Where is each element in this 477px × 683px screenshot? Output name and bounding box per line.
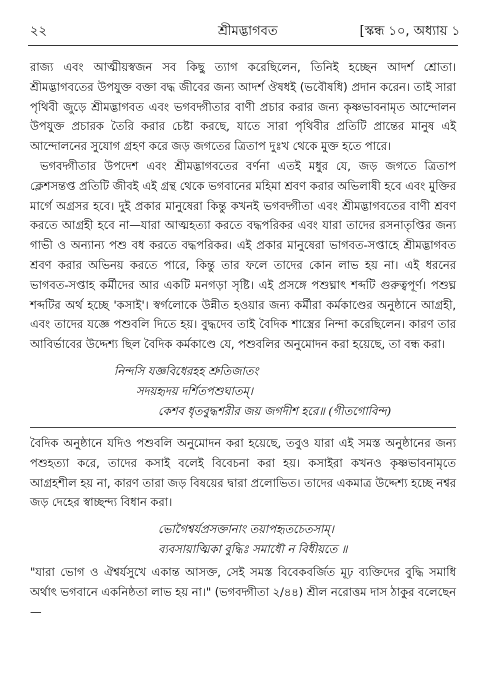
header-rule bbox=[28, 45, 458, 46]
page-number: ২২ bbox=[30, 24, 47, 39]
verse-line: ব্যবসায়াত্মিকা বুদ্ধিঃ সমাধৌ ন বিধীয়তে ॥ bbox=[158, 542, 348, 557]
verse-block bbox=[30, 519, 456, 559]
section-divider bbox=[30, 427, 456, 428]
paragraph: রাজ্য এবং আত্মীয়স্বজন সব কিছু ত্যাগ করেছিলেন, তিনিই হচ্ছেন আদর্শ শ্রোতা। শ্রীমদ্ভাগবতের উপযুক্ত বক্তা বদ্ধ জীবের জন্য আদর্শ ঔষধই (ভবৌষধি) প্রদান করেন। তাই সারা পৃথিবী জুড়ে শ্রীমদ্ভাগবত এবং ভগবদ্গীতার বাণী প্রচার করার জন্য কৃষ্ণভাবনামৃত আন্দোলন উপযুক্ত প্রচারক তৈরি করার চেষ্টা করছে, যাতে সারা পৃথিবীর প্রতিটি প্রান্তের মানুষ এই আন্দোলনের সুযোগ গ্রহণ করে জড় জগতের ত্রিতাপ দুঃখ থেকে মুক্ত হতে পারে। bbox=[30, 60, 456, 154]
chapter-reference: [স্কন্ধ ১০, অধ্যায় ১ bbox=[359, 24, 460, 39]
verse-line: নিন্দসি যজ্ঞবিধেরহহ শ্রুতিজাতং bbox=[114, 363, 259, 378]
paragraph: বৈদিক অনুষ্ঠানে যদিও পশুবলি অনুমোদন করা হয়েছে, তবুও যারা এই সমস্ত অনুষ্ঠানের জন্য পশুহত্যা করে, তাদের কসাই বলেই বিবেচনা করা হয়। কসাইরা কখনও কৃষ্ণভাবনামৃতে আগ্রহশীল হয় না, কারণ তারা জড় বিষয়ের দ্বারা প্রলোভিত। তাদের একমাত্র উদ্দেশ্য হচ্ছে নশ্বর জড় দেহের স্বাচ্ছন্দ্য বিধান করা। bbox=[30, 435, 456, 510]
verse-block bbox=[30, 361, 456, 421]
page-body bbox=[30, 58, 456, 623]
paragraph: "যারা ভোগ ও ঐশ্বর্যসুখে একান্ত আসক্ত, সেই সমস্ত বিবেকবর্জিত মূঢ় ব্যক্তিদের বুদ্ধি সমাধি অর্থাৎ ভগবানে একনিষ্ঠতা লাভ হয় না।" (ভগবদ্গীতা ২/৪৪) শ্রীল নরোত্তম দাস ঠাকুর বলেছেন— bbox=[30, 565, 456, 619]
verse-line: সদয়হৃদয় দর্শিতপশুঘাতম্। bbox=[136, 383, 253, 398]
page-header bbox=[30, 22, 460, 44]
verse-line: ভোগৈশ্বর্যপ্রসক্তানাং তয়াপহৃতচেতসাম্। bbox=[158, 522, 334, 537]
verse-line: কেশব ধৃতবুদ্ধশরীর জয় জগদীশ হরে॥ (গীতগোবিন্দ) bbox=[158, 403, 392, 418]
running-title: শ্রীমদ্ভাগবত bbox=[218, 24, 278, 39]
paragraph: ভগবদ্গীতার উপদেশ এবং শ্রীমদ্ভাগবতের বর্ণনা এতই মধুর যে, জড় জগতে ত্রিতাপ ক্লেশসন্তপ্ত প্রতিটি জীবই এই গ্রন্থ থেকে ভগবানের মহিমা শ্রবণ করার অভিলাষী হবে এবং মুক্তির মার্গে অগ্রসর হবে। দুই প্রকার মানুষেরা কিন্তু কখনই ভগবদ্গীতা এবং শ্রীমদ্ভাগবতের বাণী শ্রবণ করতে আগ্রহী হবে না—যারা আত্মহত্যা করতে বদ্ধপরিকর এবং যারা তাদের রসনাতৃপ্তির জন্য গাভী ও অন্যান্য পশু বধ করতে বদ্ধপরিকর। এই প্রকার মানুষেরা ভাগবত-সপ্তাহে শ্রীমদ্ভাগবত শ্রবণ করার অভিনয় করতে পারে, কিন্তু তার ফলে তাদের কোন লাভ হয় না। এই ধরনের ভাগবত-সপ্তাহ কর্মীদের আর একটি মনগড়া সৃষ্টি। এই প্রসঙ্গে পশুঘ্নাৎ শব্দটি গুরুত্বপূর্ণ। পশুঘ্ন শব্দটির অর্থ হচ্ছে 'কসাই'। স্বর্গলোকে উন্নীত হওয়ার জন্য কর্মীরা কর্মকাণ্ডের অনুষ্ঠানে আগ্রহী, এবং তাদের যজ্ঞে পশুবলি দিতে হয়। বুদ্ধদেব তাই বৈদিক শাস্ত্রের নিন্দা করেছিলেন। কারণ তার আবির্ভাবের উদ্দেশ্য ছিল বৈদিক কর্মকাণ্ডে যে, পশুবলির অনুমোদন করা হয়েছে, তা বন্ধ করা। bbox=[30, 158, 456, 352]
